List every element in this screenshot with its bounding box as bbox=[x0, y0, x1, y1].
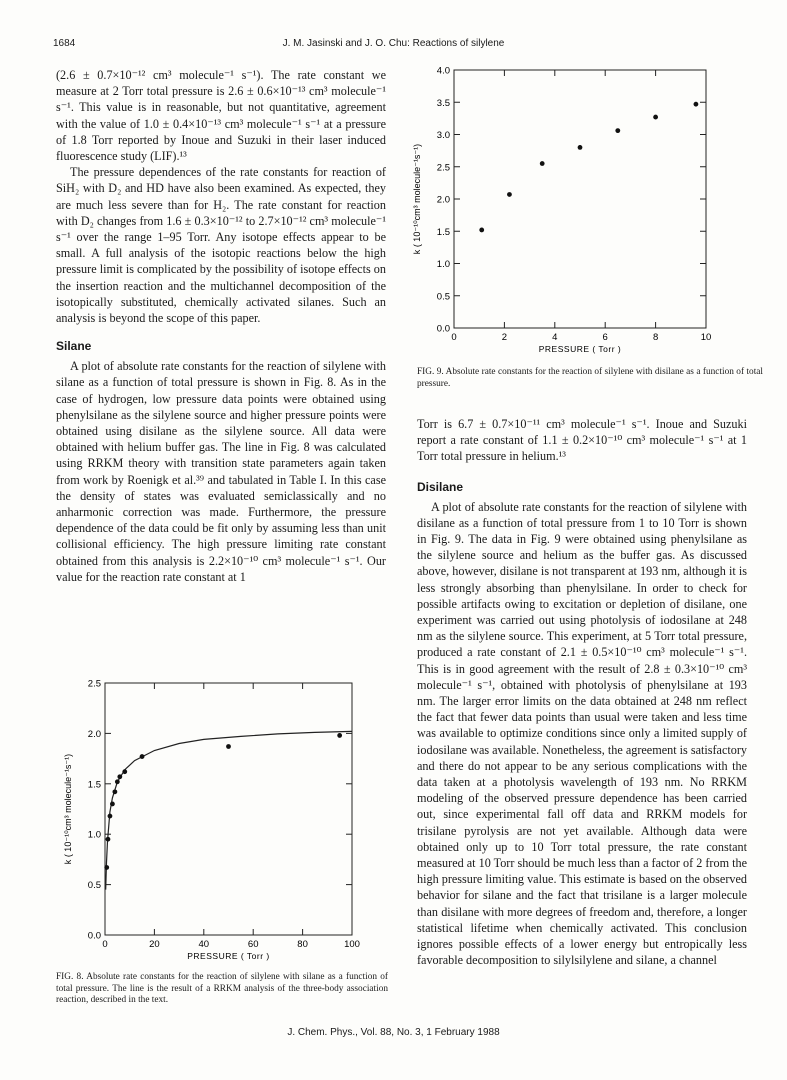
data-point bbox=[337, 733, 342, 738]
y-tick-label: 1.5 bbox=[87, 779, 101, 791]
right-column bbox=[417, 416, 747, 969]
x-tick-label: 20 bbox=[149, 939, 160, 950]
y-tick-label: 0.0 bbox=[436, 323, 450, 335]
running-head: J. M. Jasinski and J. O. Chu: Reactions of silylene bbox=[282, 38, 505, 49]
y-tick-label: 1.0 bbox=[436, 259, 450, 270]
y-tick-label: 4.0 bbox=[436, 65, 450, 77]
fig9-chart bbox=[405, 58, 745, 373]
right-paragraph-2: A plot of absolute rate constants for the reaction of silylene with disilane as a function of total pressure from 1 to 10 Torr is shown in Fig. 9. The data in Fig. 9 were obtained using phenylsilane as the silylene source and helium as the buffer gas. As discussed above, however, disilane is not transparent at 193 nm, although it is less strongly absorbing than phenylsilane. In order to check for possible artifacts owing to excitation or depletion of disilane, one experiment was carried out using photolysis of iodosilane at 248 nm as the silylene source. This experiment, at 5 Torr total pressure, produced a rate constant of 2.1 ± 0.5×10⁻¹⁰ cm³ molecule⁻¹ s⁻¹. This is in good agreement with the result of 2.8 ± 0.3×10⁻¹⁰ cm³ molecule⁻¹ s⁻¹, obtained with photolysis of phenylsilane at 193 nm. The larger error limits on the data obtained at 248 nm reflect the fact that fewer data points than usual were taken and less time was available to optimize conditions since only a limited supply of iodosilane was available. Nonetheless, the agreement is satisfactory and there do not appear to be any serious complications with the data taken at a photolysis wavelength of 193 nm. No RRKM modeling of the observed pressure dependence has been carried out, since experimental fall off data and RRKM models for trisilane pyrolysis are not yet available. Although data were obtained only up to 10 Torr total pressure, the rate constant measured at 10 Torr should be much less than a factor of 2 from the high pressure limiting value. This estimate is based on the observed behavior for silane and the fact that trisilane is a larger molecule than disilane with more degrees of freedom and, therefore, a longer statistical lifetime when chemically activated. This conclusion ignores possible effects of a lower energy but entropically less favorable decomposition to silylsilylene and silane, a channel bbox=[417, 499, 747, 968]
x-tick-label: 4 bbox=[552, 332, 558, 343]
data-point bbox=[122, 769, 127, 774]
y-tick-label: 3.5 bbox=[436, 97, 450, 109]
data-point bbox=[653, 115, 658, 120]
y-tick-label: 2.5 bbox=[87, 678, 101, 690]
x-tick-label: 40 bbox=[198, 939, 210, 950]
x-tick-label: 100 bbox=[344, 939, 360, 950]
x-tick-label: 0 bbox=[451, 332, 457, 343]
plot-frame bbox=[105, 683, 352, 935]
x-axis-label: PRESSURE ( Torr ) bbox=[187, 951, 270, 961]
x-tick-label: 10 bbox=[700, 332, 712, 343]
data-point bbox=[108, 814, 113, 819]
data-point bbox=[104, 865, 109, 870]
x-tick-label: 60 bbox=[247, 939, 259, 950]
data-point bbox=[226, 744, 231, 749]
left-paragraph-3: A plot of absolute rate constants for the reaction of silylene with silane as a function of total pressure is shown in Fig. 8. As in the case of hydrogen, low pressure data points were obtained using phenylsilane as the silylene source and higher pressure points were obtained using disilane as the silylene source. All data were obtained with helium buffer gas. The line in Fig. 8 was calculated using RRKM theory with transition state parameters again taken from work by Roenigk et al.³⁹ and tabulated in Table I. In this case the density of states was evaluated semiclassically and no anharmonic correction was made. Furthermore, the pressure dependence of the data could be fit only by assuming less than unit collisional efficiency. The high pressure limiting rate constant obtained from this analysis is 2.2×10⁻¹⁰ cm³ molecule⁻¹ s⁻¹. Our value for the reaction rate constant at 1 bbox=[56, 359, 386, 584]
y-axis-label: k ( 10⁻¹⁰cm³ molecule⁻¹s⁻¹) bbox=[412, 143, 422, 255]
left-paragraph-1: (2.6 ± 0.7×10⁻¹² cm³ molecule⁻¹ s⁻¹). The rate constant we measure at 2 Torr total pressure is 2.6 ± 0.6×10⁻¹³ cm³ molecule⁻¹ s⁻¹. This value is in reasonable, but not quantitative, agreement with the value of 1.0 ± 0.4×10⁻¹³ cm³ molecule⁻¹ s⁻¹ at a pressure of 1.8 Torr reported by Inoue and Suzuki in their laser induced fluorescence study (LIF).¹³ bbox=[56, 68, 386, 164]
right-paragraph-1: Torr is 6.7 ± 0.7×10⁻¹¹ cm³ molecule⁻¹ s⁻¹. Inoue and Suzuki report a rate constant of 1.1 ± 0.2×10⁻¹⁰ cm³ molecule⁻¹ s⁻¹ at 1 Torr total pressure in helium.¹³ bbox=[417, 417, 747, 464]
data-point bbox=[110, 802, 115, 807]
data-point bbox=[507, 192, 512, 197]
y-tick-label: 2.0 bbox=[436, 194, 450, 206]
data-point bbox=[140, 754, 145, 759]
data-point bbox=[115, 779, 120, 784]
plot-frame bbox=[454, 70, 706, 328]
y-tick-label: 0.5 bbox=[87, 880, 101, 892]
y-tick-label: 0.0 bbox=[87, 930, 101, 942]
data-point bbox=[479, 228, 484, 233]
data-point bbox=[106, 837, 111, 842]
x-tick-label: 80 bbox=[297, 939, 308, 950]
x-tick-label: 2 bbox=[501, 332, 508, 343]
data-point bbox=[112, 789, 117, 794]
y-axis-label: k ( 10⁻¹⁰cm³ molecule⁻¹s⁻¹) bbox=[63, 753, 73, 865]
x-axis-label: PRESSURE ( Torr ) bbox=[538, 344, 622, 354]
data-point bbox=[694, 102, 699, 107]
y-tick-label: 2.5 bbox=[436, 162, 450, 174]
x-tick-label: 0 bbox=[102, 939, 108, 950]
journal-footer: J. Chem. Phys., Vol. 88, No. 3, 1 February 1988 bbox=[287, 1027, 500, 1038]
y-tick-label: 1.5 bbox=[436, 226, 450, 238]
y-tick-label: 3.0 bbox=[436, 130, 450, 141]
section-heading-silane: Silane bbox=[56, 339, 92, 354]
data-point bbox=[615, 128, 620, 133]
data-point bbox=[578, 145, 583, 150]
left-paragraph-2: The pressure dependences of the rate constants for reaction of SiH₂ with D₂ and HD have also been examined. As expected, they are much less severe than for H₂. The rate constant for reaction with D₂ changes from 1.6 ± 0.3×10⁻¹² to 2.7×10⁻¹² cm³ molecule⁻¹ s⁻¹ over the range 1–95 Torr. Any isotope effects appear to be small. A full analysis of the isotopic reactions below the high pressure limit is complicated by the possibility of isotope effects on the insertion reaction and the multichannel decomposition of the isotopically substituted, chemically activated silanes. Such an analysis is beyond the scope of this paper. bbox=[56, 165, 386, 326]
y-tick-label: 0.5 bbox=[436, 291, 450, 303]
x-tick-label: 6 bbox=[602, 332, 608, 343]
fig8-chart bbox=[55, 672, 395, 977]
y-tick-label: 2.0 bbox=[87, 728, 101, 740]
data-point bbox=[117, 774, 122, 779]
y-tick-label: 1.0 bbox=[87, 829, 101, 841]
data-point bbox=[540, 161, 545, 166]
fig9-caption: FIG. 9. Absolute rate constants for the reaction of silylene with disilane as a function of total pressure. bbox=[417, 367, 763, 389]
page-number: 1684 bbox=[53, 38, 76, 49]
fig8-caption: FIG. 8. Absolute rate constants for the reaction of silylene with silane as a function of total pressure. The line is the result of a RRKM analysis of the three-body association reaction, described in the text. bbox=[56, 972, 388, 1005]
x-tick-label: 8 bbox=[652, 332, 659, 343]
section-heading-disilane: Disilane bbox=[417, 479, 464, 494]
left-column bbox=[56, 67, 386, 585]
